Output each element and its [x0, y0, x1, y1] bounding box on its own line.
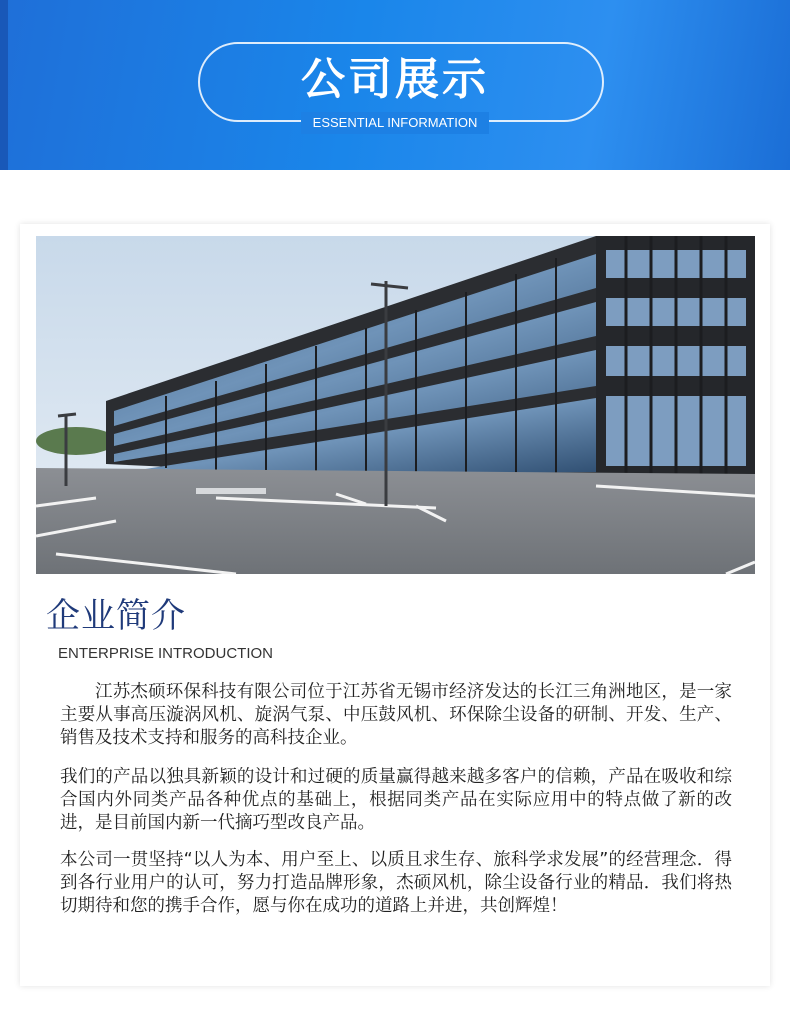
intro-subheading: ENTERPRISE INTRODUCTION — [58, 645, 274, 662]
header-banner — [0, 0, 790, 170]
page-subtitle: ESSENTIAL INFORMATION — [301, 112, 490, 134]
office-building-photo — [36, 236, 755, 574]
intro-paragraph-2: 我们的产品以独具新颖的设计和过硬的质量赢得越来越多客户的信赖，产品在吸收和综合国内外同类产品各种优点的基础上，根据同类产品在实际应用中的特点做了新的改进，是目前国内新一代摘巧型改良产品。 — [60, 767, 732, 833]
banner-subtitle-wrap — [0, 112, 790, 134]
intro-heading: 企业简介 — [46, 596, 186, 636]
intro-paragraph-1: 江苏杰硕环保科技有限公司位于江苏省无锡市经济发达的长江三角洲地区，是一家主要从事高压漩涡风机、旋涡气泵、中压鼓风机、环保除尘设备的研制、开发、生产、销售及技术支持和服务的高科技企业。 — [60, 682, 732, 748]
intro-paragraph-3: 本公司一贯坚持“以人为本、用户至上、以质且求生存、旅科学求发展”的经营理念．得到各行业用户的认可，努力打造品牌形象，杰硕风机，除尘设备行业的精品．我们将热切期待和您的携手合作，愿与你在成功的道路上并进，共创辉煌！ — [60, 850, 732, 916]
page-title: 公司展示 — [301, 54, 489, 105]
company-intro-card — [20, 224, 770, 986]
